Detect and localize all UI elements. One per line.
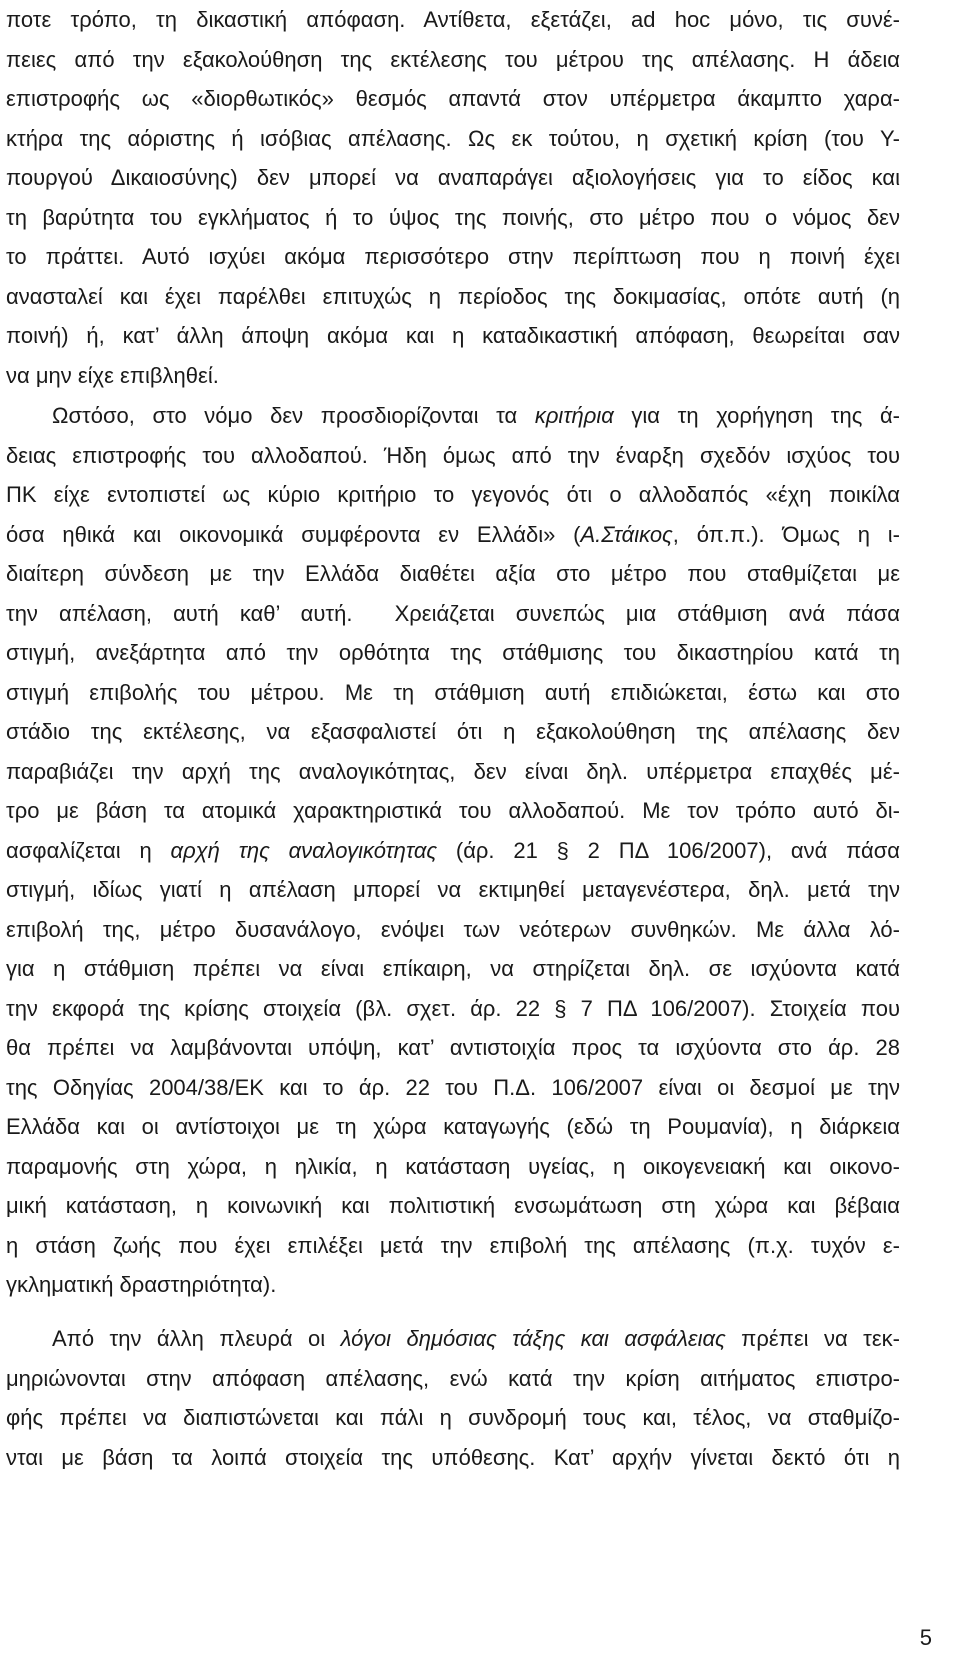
text-segment: επιστροφής ως «διορθωτικός» θεσμός απαντά στον υπέρμετρα άκαμπτο χαρα- [6,86,900,111]
text-segment: Από την άλλη πλευρά οι [52,1326,341,1351]
text-segment: πρέπει να τεκ- [725,1326,900,1351]
text-line [6,1228,900,1264]
text-line [6,951,900,987]
text-segment: για τη χορήγηση της ά- [613,403,900,428]
text-line [6,1188,900,1224]
text-line [6,42,900,78]
text-segment: στιγμή, ιδίως γιατί η απέλαση μπορεί να εκτιμηθεί μεταγενέστερα, δηλ. μετά την [6,877,900,902]
text-segment: στιγμή, ανεξάρτητα από την ορθότητα της στάθμισης του δικαστηρίου κατά τη [6,640,900,665]
text-line [6,1400,900,1436]
text-line [6,200,900,236]
text-segment: (άρ. 21 § 2 ΠΔ 106/2007), ανά πάσα [437,837,900,863]
text-segment: ποτε τρόπο, τη δικαστική απόφαση. Αντίθετα, εξετάζει, ad hoc μόνο, τις συνέ- [6,7,900,32]
text-segment: την απέλαση, αυτή καθ’ αυτή. Χρειάζεται συνεπώς μια στάθμιση ανά πάσα [6,600,900,626]
text-line [52,398,900,434]
text-line [6,872,900,908]
text-line [6,1109,900,1145]
text-line [6,239,900,275]
text-line [52,1321,900,1357]
text-line [6,318,900,354]
text-segment: μική κατάσταση, η κοινωνική και πολιτιστική ενσωμάτωση στη χώρα και βέβαια [6,1193,900,1218]
text-line [6,358,900,394]
text-line [6,517,900,553]
text-line [6,635,900,671]
text-segment: το πράττει. Αυτό ισχύει ακόμα περισσότερο στην περίπτωση που η ποινή έχει [6,244,900,269]
text-line [6,1267,900,1303]
text-segment: μηριώνονται στην απόφαση απέλασης, ενώ κατά την κρίση αιτήματος επιστρο- [6,1365,900,1391]
italic-text: αρχή της αναλογικότητας [170,837,438,863]
text-segment: παραβιάζει την αρχή της αναλογικότητας, δεν είναι δηλ. υπέρμετρα επαχθές μέ- [6,758,900,784]
text-segment: ΠΚ είχε εντοπιστεί ως κύριο κριτήριο το γεγονός ότι ο αλλοδαπός «έχη ποικίλα [6,482,900,507]
text-line [6,833,900,869]
text-line [6,81,900,117]
text-segment: για η στάθμιση πρέπει να είναι επίκαιρη, να στηρίζεται δηλ. σε ισχύοντα κατά [6,956,900,981]
text-segment: η στάση ζωής που έχει επιλέξει μετά την επιβολή της απέλασης (π.χ. τυχόν ε- [6,1232,900,1258]
text-segment: θα πρέπει να λαμβάνονται υπόψη, κατ’ αντιστοιχία προς τα ισχύοντα στο άρ. 28 [6,1035,900,1060]
text-line [6,793,900,829]
text-line [6,596,900,632]
text-segment: ασφαλίζεται η [6,837,171,863]
text-line [6,556,900,592]
text-line [6,1070,900,1106]
text-segment: ποινή) ή, κατ’ άλλη άποψη ακόμα και η καταδικαστική απόφαση, θεωρείται σαν [6,323,900,348]
text-segment: στάδιο της εκτέλεσης, να εξασφαλιστεί ότι η εξακολούθηση της απέλασης δεν [6,719,900,744]
text-line [6,1361,900,1397]
text-segment: να μην είχε επιβληθεί. [6,362,219,388]
italic-text: κριτήρια [534,403,614,428]
text-segment: νται με βάση τα λοιπά στοιχεία της υπόθεσης. Κατ’ αρχήν γίνεται δεκτό ότι η [6,1444,900,1470]
text-segment: , όπ.π.). Όμως η ι- [672,521,901,547]
text-line [6,1149,900,1185]
text-line [6,438,900,474]
italic-text: Α.Στάικος [580,521,673,547]
text-segment: πειες από την εξακολούθηση της εκτέλεσης του μέτρου της απέλασης. Η άδεια [6,46,900,72]
text-segment: παραμονής στη χώρα, η ηλικία, η κατάσταση υγείας, η οικογενειακή και οικονο- [6,1153,900,1179]
text-segment: στιγμή επιβολής του μέτρου. Με τη στάθμιση αυτή επιδιώκεται, έστω και στο [6,679,900,705]
text-line [6,121,900,157]
italic-text: λόγοι δημόσιας τάξης και ασφάλειας [340,1326,726,1351]
text-segment: πουργού Δικαιοσύνης) δεν μπορεί να αναπαράγει αξιολογήσεις για το είδος και [6,165,900,190]
text-segment: ανασταλεί και έχει παρέλθει επιτυχώς η περίοδος της δοκιμασίας, οπότε αυτή (η [6,283,900,309]
text-segment: Ελλάδα και οι αντίστοιχοι με τη χώρα καταγωγής (εδώ τη Ρουμανία), η διάρκεια [6,1114,900,1139]
text-segment: της Οδηγίας 2004/38/ΕΚ και το άρ. 22 του Π.Δ. 106/2007 είναι οι δεσμοί με την [6,1074,900,1100]
text-line [6,1030,900,1066]
text-segment: δειας επιστροφής του αλλοδαπού. Ήδη όμως από την έναρξη σχεδόν ισχύος του [6,442,900,468]
text-segment: γκληματική δραστηριότητα). [6,1272,277,1297]
text-line [6,1440,900,1476]
text-segment: τρο με βάση τα ατομικά χαρακτηριστικά του αλλοδαπού. Με τον τρόπο αυτό δι- [6,798,900,823]
text-line [6,754,900,790]
text-line [6,477,900,513]
text-segment: διαίτερη σύνδεση με την Ελλάδα διαθέτει αξία στο μέτρο που σταθμίζεται με [6,561,900,586]
text-line [6,2,900,38]
text-line [6,279,900,315]
text-segment: φής πρέπει να διαπιστώνεται και πάλι η συνδρομή τους και, τέλος, να σταθμίζο- [6,1405,900,1430]
text-line [6,160,900,196]
text-line [6,991,900,1027]
text-line [6,912,900,948]
text-segment: κτήρα της αόριστης ή ισόβιας απέλασης. Ως εκ τούτου, η σχετική κρίση (του Υ- [6,125,900,151]
text-segment: όσα ηθικά και οικονομικά συμφέροντα εν Ελλάδι» ( [6,521,581,547]
text-segment: επιβολή της, μέτρο δυσανάλογο, ενόψει των νεότερων συνθηκών. Με άλλα λό- [6,916,900,942]
text-line [6,675,900,711]
text-segment: τη βαρύτητα του εγκλήματος ή το ύψος της ποινής, στο μέτρο που ο νόμος δεν [6,204,900,230]
text-line [6,714,900,750]
text-segment: Ωστόσο, στο νόμο δεν προσδιορίζονται τα [52,403,535,428]
text-segment: την εκφορά της κρίσης στοιχεία (βλ. σχετ. άρ. 22 § 7 ΠΔ 106/2007). Στοιχεία που [6,995,900,1021]
page-number: 5 [919,1625,932,1650]
